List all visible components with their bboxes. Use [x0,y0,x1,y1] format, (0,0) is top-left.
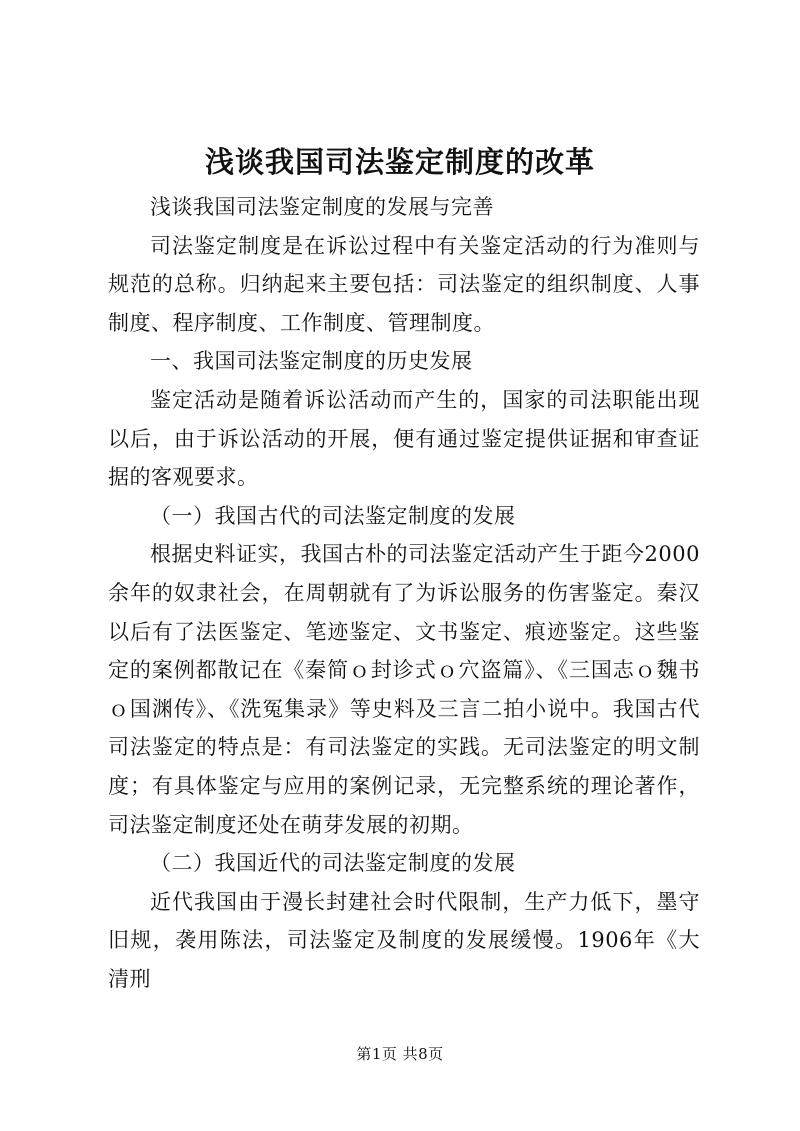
paragraph-origin: 鉴定活动是随着诉讼活动而产生的，国家的司法职能出现以后，由于诉讼活动的开展，便有通过鉴定提供证据和审查证据的客观要求。 [108,387,700,490]
paragraph-definition: 司法鉴定制度是在诉讼过程中有关鉴定活动的行为准则与规范的总称。归纳起来主要包括：司法鉴定的组织制度、人事制度、程序制度、工作制度、管理制度。 [108,233,700,335]
paragraph-ancient: 根据史料证实，我国古朴的司法鉴定活动产生于距今2000余年的奴隶社会，在周朝就有了为诉讼服务的伤害鉴定。秦汉以后有了法医鉴定、笔迹鉴定、文书鉴定、痕迹鉴定。这些鉴定的案例都散记在《秦简ｏ封诊式ｏ穴盗篇》、《三国志ｏ魏书ｏ国渊传》、《洗冤集录》等史料及三言二拍小说中。我国古代司法鉴定的特点是：有司法鉴定的实践。无司法鉴定的明文制度；有具体鉴定与应用的案例记录，无完整系统的理论著作，司法鉴定制度还处在萌芽发展的初期。 [108,542,700,837]
document-title: 浅谈我国司法鉴定制度的改革 [204,145,595,179]
subsection-heading-modern: （二）我国近代的司法鉴定制度的发展 [150,851,516,876]
subsection-heading-ancient: （一）我国古代的司法鉴定制度的发展 [150,503,516,528]
paragraph-subtitle: 浅谈我国司法鉴定制度的发展与完善 [150,195,494,219]
paragraph-modern: 近代我国由于漫长封建社会时代限制，生产力低下，墨守旧规，袭用陈法，司法鉴定及制度的发展缓慢。1906年《大清刑 [108,889,700,991]
document-body [108,188,700,998]
section-heading-history: 一、我国司法鉴定制度的历史发展 [150,349,473,374]
page-number-footer: 第1页 共8页 [356,1045,444,1063]
